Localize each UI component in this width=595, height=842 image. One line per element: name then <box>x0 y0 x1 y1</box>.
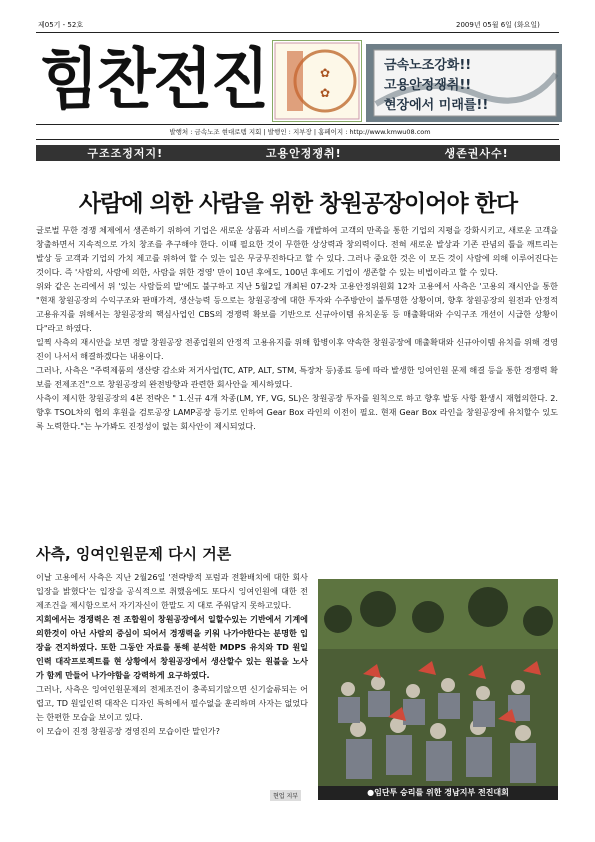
paragraph: 이날 고용에서 사측은 지난 2월26일 '전략방적 포럼과 전환배치에 대한 회사입장을 밝혔다'는 입장을 공식적으로 취했음에도 또다시 잉여인원에 대한 전제조건을 제시함으로서 자기자신이 한말도 지 대로 주워담지 못하고있다. <box>36 572 308 610</box>
paragraph: 이 모습이 진정 창원공장 경영진의 모습이란 말인가? <box>36 726 220 736</box>
paragraph: 글로벌 무한 경쟁 체제에서 생존하기 위하여 기업은 새로운 상품과 서비스를 개발하여 고객의 만족을 통한 기업의 지평을 강화시키고, 새로운 고객을 창출하면서 지속적으로 가치 창조를 추구해야 한다. 이때 필요한 것이 무한한 상상력과 창의력이다. 전혀 새로운 발상과 기존 관념의 틀을 깨트리는 발상 등 고객과 기업의 가치 제고를 위하여 할 수 있는 일은 무궁무진하다고 할 수 있다. 그러나 중요한 것은 이 모든 것이 사람에 의해 이루어진다는 것이다. 즉 '사람의, 사람에 의한, 사람을 위한 경영' 만이 10년 후에도, 100년 후에도 기업이 생존할 수 있는 비법이라고 할 수 있다. <box>36 225 558 277</box>
banner-item: 고용안정쟁취! <box>265 147 342 160</box>
paragraph: 그러나, 사측은 잉여인원문제의 전제조건이 충족되기않으면 신기술류되는 어렵고, TD 원일인력 대작은 디자인 특허에서 필수없을 훈리하며 사자는 없었다는 한편한 모습을 보이고 있다. <box>36 684 308 722</box>
section-body <box>36 570 308 738</box>
rally-photo <box>318 579 558 793</box>
banner-item: 구조조정저지! <box>87 147 164 160</box>
svg-text:✿: ✿ <box>319 86 331 100</box>
slogan-banner <box>36 145 560 161</box>
emblem-logo <box>272 40 362 122</box>
section-subhead: 사측, 잉여인원문제 다시 거론 <box>36 545 232 563</box>
photo-credit: 현업 지부 <box>270 790 301 801</box>
info-rule-top <box>36 124 559 125</box>
paragraph: 지회에서는 경쟁력은 전 조합원이 창원공장에서 일할수있는 기반에서 기계에 의한것이 아닌 사람의 중심이 되어서 경쟁력을 키워 나가야한다는 분명한 입장을 견지하였다. 또한 그동안 자료를 통해 분석한 MDPS 유치와 TD 원일인력 대작프로젝트를 현 상황에서 창원공장에서 생산할수 있는 원불을 노사가 함께 만들어 나가야함을 강력하게 요구하였다. <box>36 614 308 680</box>
paragraph: 위와 같은 논리에서 위 '있는 사람들의 말'에도 불구하고 지난 5월2일 개최된 07-2차 고용안정위원회 12차 고용에서 사측은 '고용의 재시안을 통한 "현재 창원공장의 수익구조와 판매가격, 생산능력 등으로는 창원공장에 대한 투자와 수주방안이 불투명한 상황이며, 향후 창원공장의 원전과 안정적 고용유지를 위해서는 창원공장의 핵심사업인 CBS의 경쟁력 확보를 기반으로 신규아이템 유치운동 등 매출확대와 수익구조 개선이 시급한 상황이다"라고 하였다. <box>36 281 558 333</box>
slogan-2: 고용안정쟁취!! <box>384 78 472 93</box>
newsletter-title: 힘찬전진 <box>40 41 268 118</box>
photo-caption: ●임단투 승리를 위한 경남지부 전진대회 <box>318 786 558 800</box>
info-rule-bottom <box>36 139 559 140</box>
svg-text:✿: ✿ <box>319 66 331 80</box>
slogan-panel <box>366 44 562 122</box>
paragraph: 일찍 사측의 재시안을 보면 정말 창원공장 전종업원의 안정적 고용유지를 위해 합병이후 약속한 창원공장에 매출확대와 신규아이템 유치를 위해 경영진이 나서서 해결하겠다는 내용이다. <box>36 337 558 361</box>
issue-number: 제05기 - 52호 <box>38 21 84 29</box>
paragraph: 사측이 제시한 창원공장의 4본 전략은 " 1.신규 4개 차종(LM, YF, VG, SL)은 창원공장 투자를 원칙으로 하고 향후 발동 사항 환생시 재협의한다. 2.향후 TSOL차의 협의 후원을 검토공장 LAMP공장 등기로 인하여 Gear Box 라인의 이전이 필요. 현재 Gear Box 라인을 창원공장에 유치할수 있도록 노력한다."는 누가봐도 진정성이 없는 회사안이 제시되었다. <box>36 393 558 431</box>
top-rule <box>36 32 559 33</box>
article-body <box>36 223 558 433</box>
article-headline: 사람에 의한 사람을 위한 창원공장이어야 한다 <box>78 191 518 217</box>
paragraph: 그러나, 사측은 "주력제품의 생산량 감소와 저거사업(TC, ATP, ALT, STM, 특장차 등)종료 등에 따라 발생한 잉여인원 문제 해결 등을 통한 경쟁력 확보를 전제조건"으로 창원공장의 완전방향과 관련한 회사안을 제시하였다. <box>36 365 558 389</box>
slogan-1: 금속노조강화!! <box>384 58 472 73</box>
publisher-info: 발행처 : 금속노조 현대로템 지회 | 발행인 : 지부장 | 홈페이지 : http://www.kmwu08.com <box>169 128 431 136</box>
banner-item: 생존권사수! <box>444 147 509 160</box>
slogan-3: 현장에서 미래를!! <box>384 98 489 113</box>
issue-date: 2009년 05월 6일 (화요일) <box>456 21 540 29</box>
